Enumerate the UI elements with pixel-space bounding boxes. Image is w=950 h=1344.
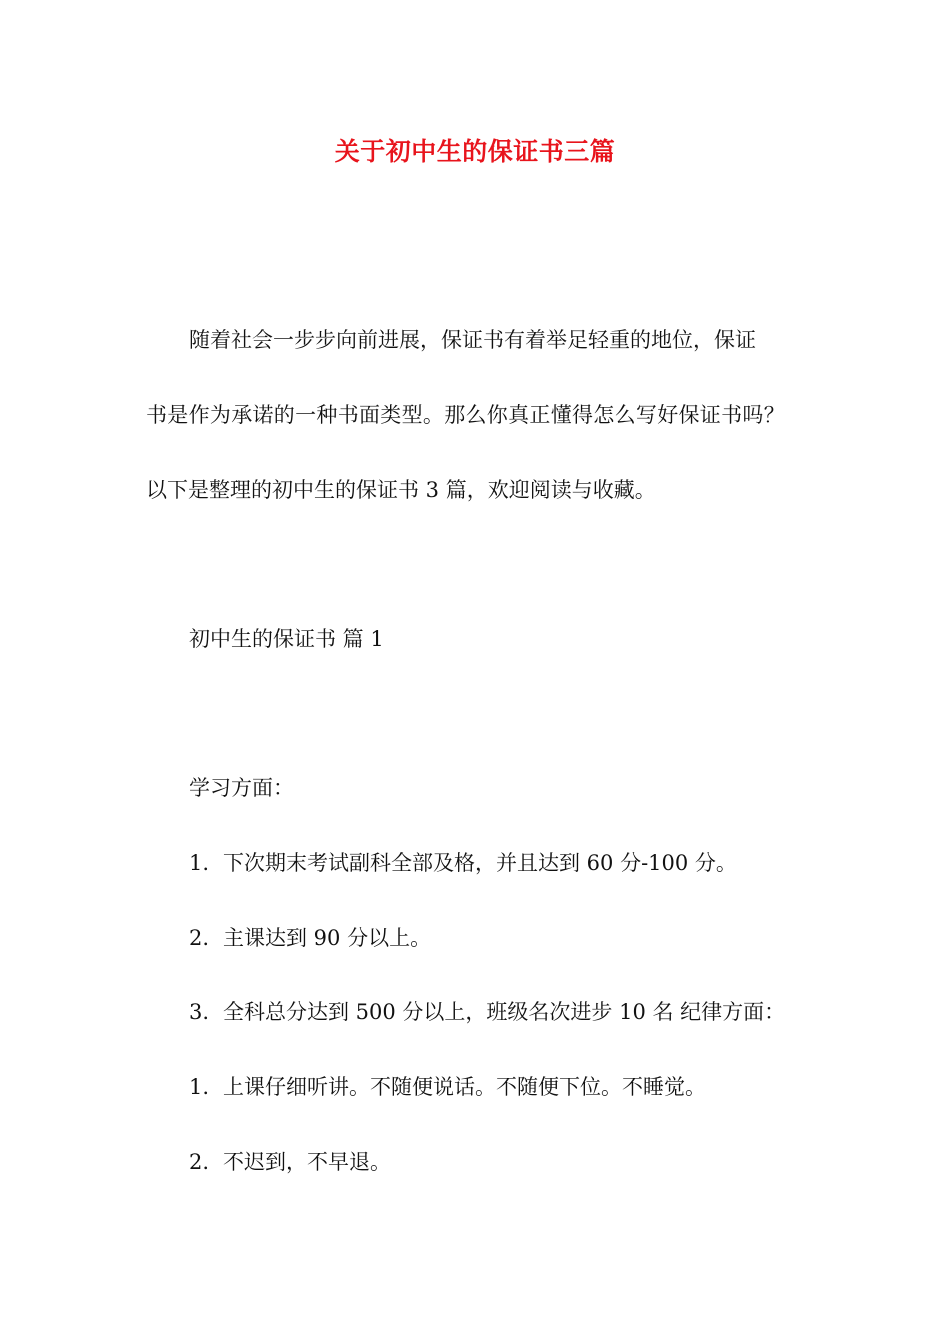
discipline-item-text: 不迟到，不早退。 bbox=[223, 1150, 391, 1174]
study-item-text: 下次期末考试副科全部及格，并且达到 60 分-100 分。 bbox=[223, 851, 737, 875]
study-item-text: 主课达到 90 分以上。 bbox=[223, 926, 432, 950]
discipline-item-text: 上课仔细听讲。不随便说话。不随便下位。不睡觉。 bbox=[223, 1075, 706, 1099]
intro-line-1: 随着社会一步步向前进展，保证书有着举足轻重的地位，保证 bbox=[189, 328, 756, 352]
section-heading: 初中生的保证书 篇 1 bbox=[189, 627, 384, 651]
intro-line-3: 以下是整理的初中生的保证书 3 篇，欢迎阅读与收藏。 bbox=[146, 478, 656, 502]
study-item-number: 1. bbox=[189, 851, 210, 875]
study-heading: 学习方面： bbox=[189, 776, 294, 800]
discipline-item-1 bbox=[189, 1072, 706, 1102]
study-item-3 bbox=[189, 997, 785, 1027]
discipline-item-number: 1. bbox=[189, 1075, 210, 1099]
discipline-item-number: 2. bbox=[189, 1150, 210, 1174]
intro-line-2: 书是作为承诺的一种书面类型。那么你真正懂得怎么写好保证书吗？ bbox=[146, 403, 785, 427]
study-item-number: 3. bbox=[189, 1000, 210, 1024]
study-item-1 bbox=[189, 848, 737, 878]
study-item-number: 2. bbox=[189, 926, 210, 950]
document-title: 关于初中生的保证书三篇 bbox=[334, 137, 616, 166]
discipline-item-2 bbox=[189, 1147, 391, 1177]
study-item-2 bbox=[189, 923, 431, 953]
study-item-text: 全科总分达到 500 分以上，班级名次进步 10 名 纪律方面： bbox=[223, 1000, 786, 1024]
